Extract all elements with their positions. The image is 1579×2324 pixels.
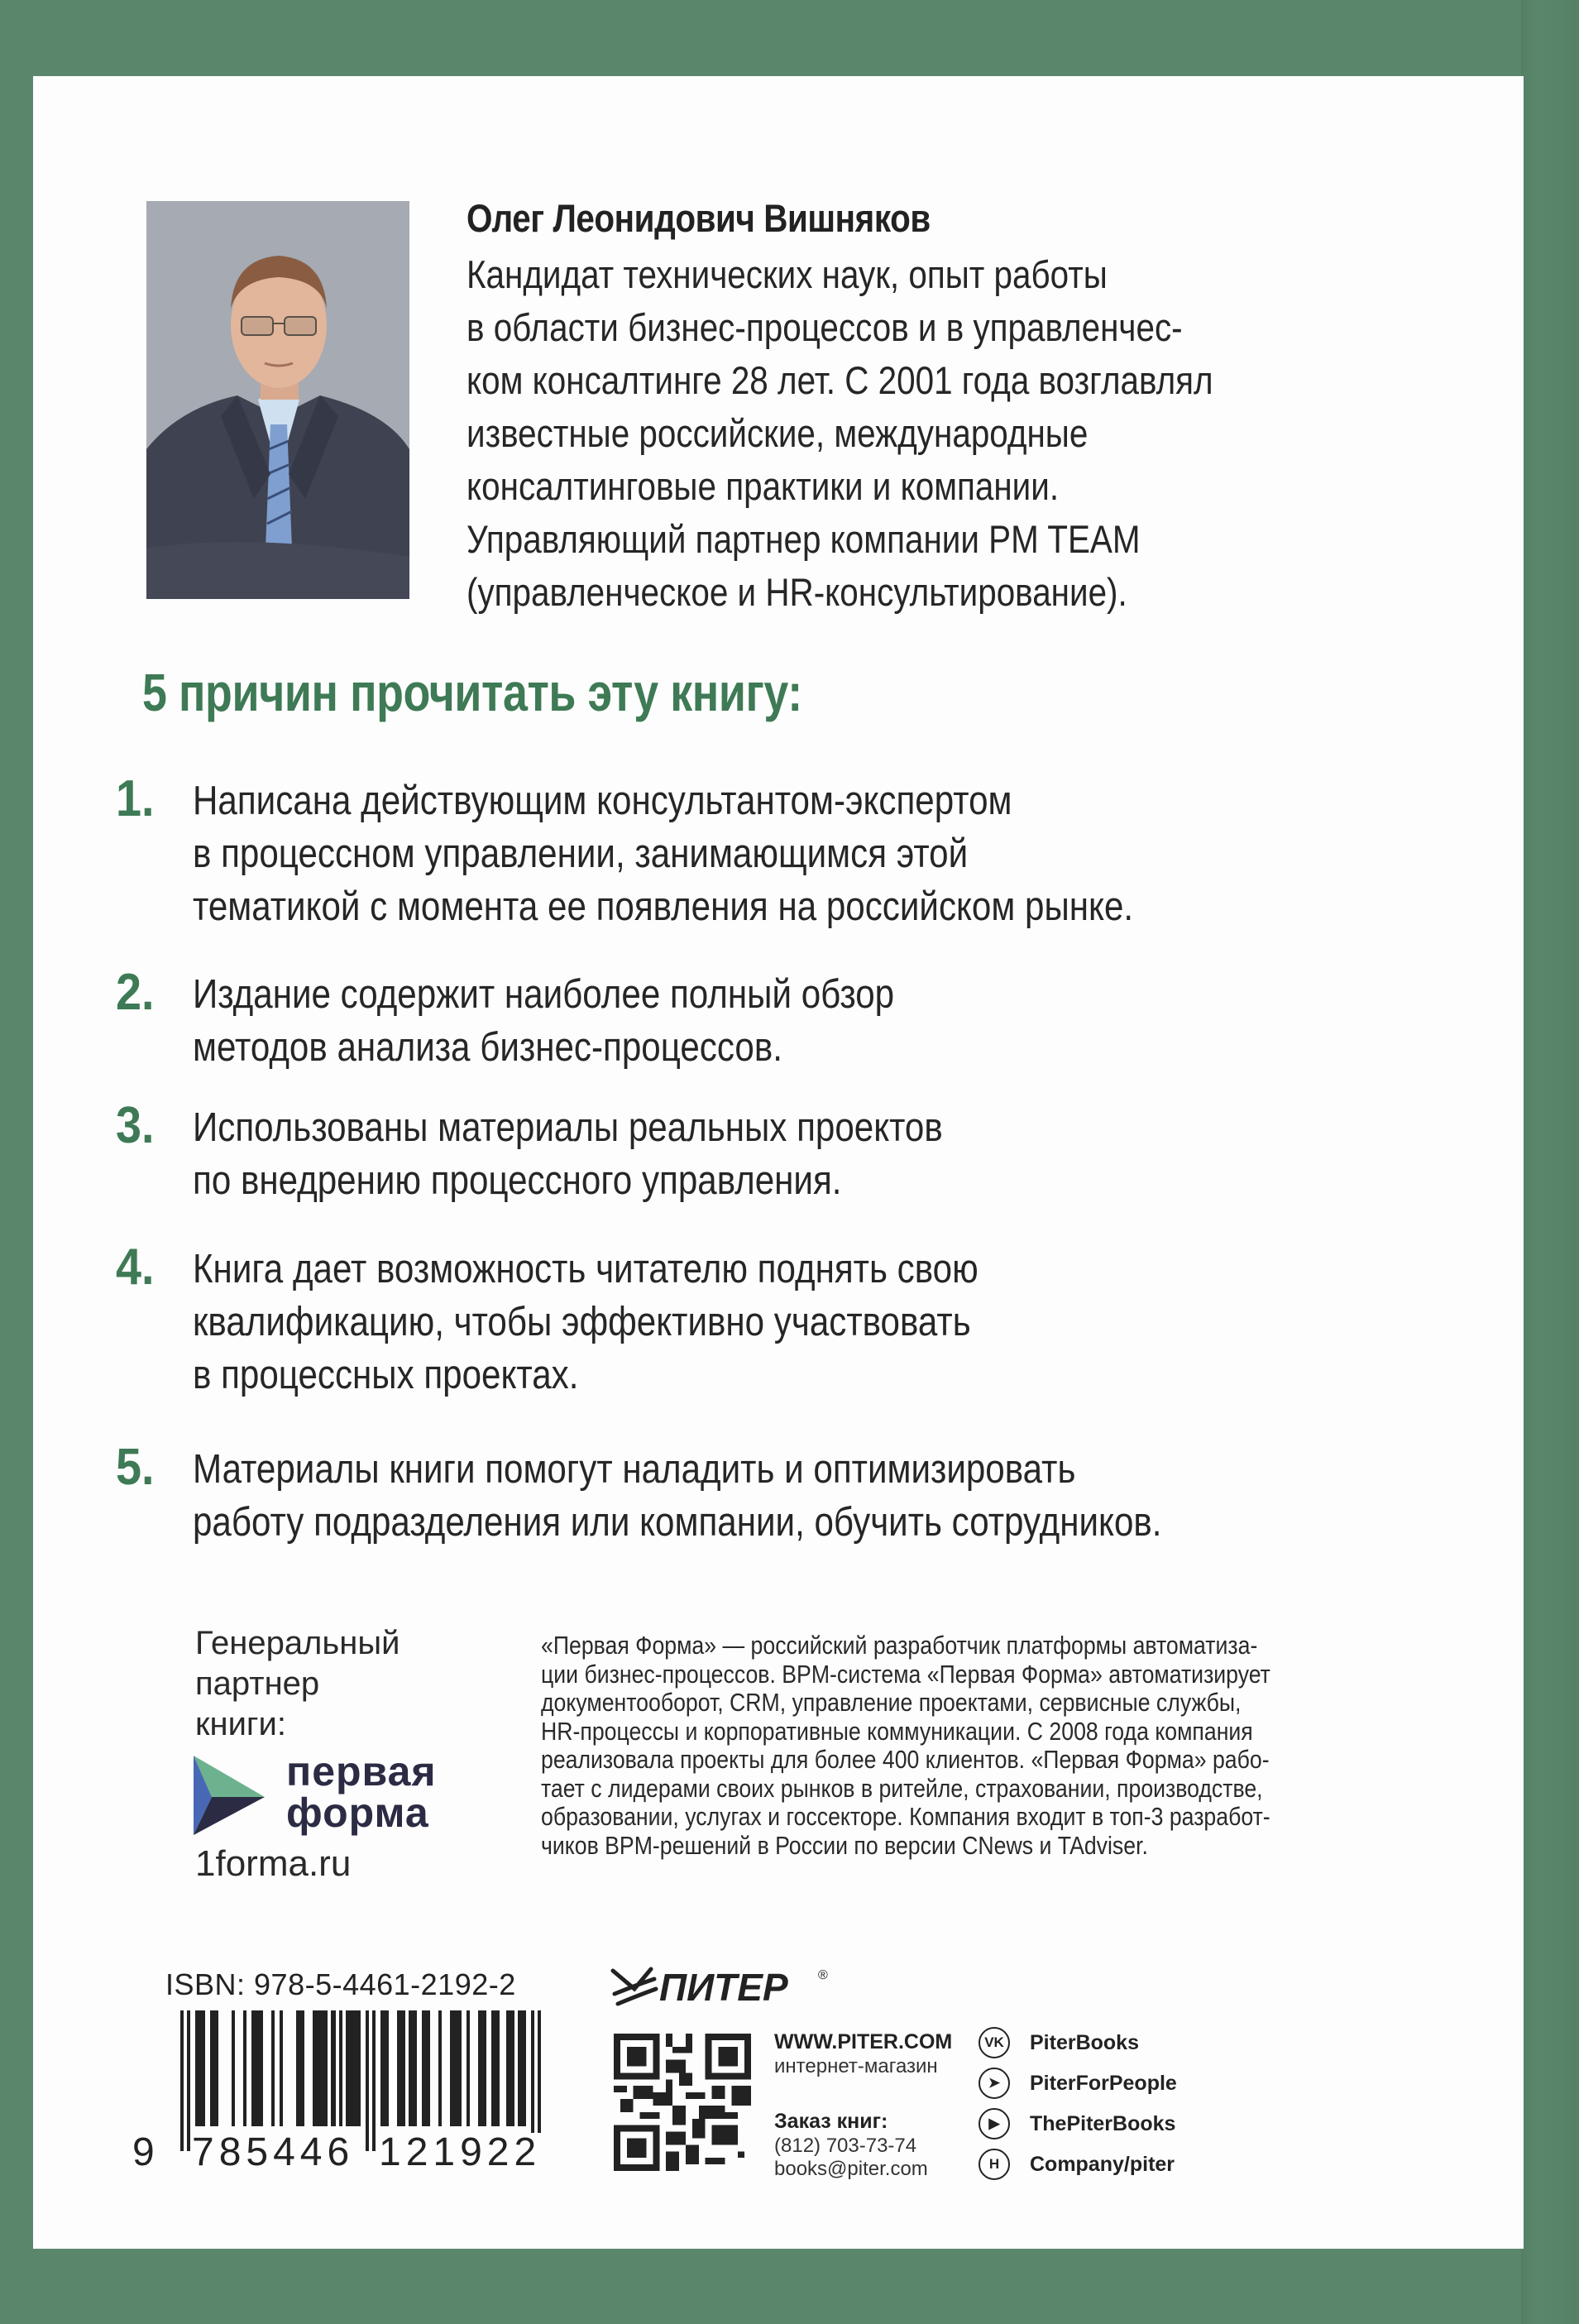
reasons-heading: 5 причин прочитать эту книгу: (142, 663, 802, 722)
order-label: Заказ книг: (774, 2110, 888, 2133)
author-bio-line: в области бизнес-процессов и в управленчес- (467, 305, 1183, 349)
telegram-icon: ➤ (979, 2068, 1010, 2099)
partner-logo-line: первая (286, 1748, 437, 1795)
publisher-website-link[interactable]: WWW.PITER.COM (774, 2030, 953, 2053)
partner-description-line: чиков BPM-решений в России по версии CNews и TAdviser. (541, 1830, 1148, 1860)
social-label: PiterBooks (1030, 2030, 1139, 2054)
reason-line: работу подразделения или компании, обучить сотрудников. (193, 1500, 1162, 1545)
reason-line: тематикой с момента ее появления на российском рынке. (193, 884, 1134, 929)
author-bio (467, 248, 1320, 619)
author-bio-line: (управленческое и HR-консультирование). (467, 570, 1127, 614)
partner-description-line: HR-процессы и корпоративные коммуникации. С 2008 года компания (541, 1716, 1253, 1746)
isbn-label: ISBN: 978-5-4461-2192-2 (165, 1967, 516, 2001)
partner-description-line: тает с лидерами своих рынков в ритейле, страховании, производстве, (541, 1773, 1263, 1803)
reason-text (193, 968, 1402, 1074)
reason-number: 2. (116, 964, 155, 1021)
vk-icon: VK (979, 2027, 1010, 2058)
partner-url-link[interactable]: 1forma.ru (195, 1843, 352, 1884)
partner-description-line: реализовала проекты для более 400 клиентов. «Первая Форма» рабо- (541, 1745, 1270, 1774)
order-phone[interactable]: (812) 703-73-74 (774, 2135, 917, 2157)
partner-description-line: образовании, услугах и госсекторе. Компания входит в топ-3 разработ- (541, 1802, 1270, 1831)
reason-number: 3. (116, 1097, 155, 1154)
author-bio-line: известные российские, международные (467, 411, 1089, 455)
social-label: Company/piter (1030, 2152, 1175, 2176)
social-telegram[interactable] (979, 2066, 1177, 2101)
author-bio-line: Кандидат технических наук, опыт работы (467, 252, 1108, 296)
author-bio-line: консалтинговые практики и компании. (467, 464, 1060, 508)
barcode-digits-left: 785446 (192, 2130, 355, 2174)
cover-spine-shading (1521, 0, 1579, 2324)
social-youtube[interactable] (979, 2106, 1175, 2141)
social-hh[interactable] (979, 2147, 1175, 2182)
author-portrait-icon (146, 201, 409, 599)
reason-text (193, 1101, 1402, 1207)
barcode-digit-lead: 9 (132, 2130, 160, 2174)
partner-logo-line: форма (286, 1790, 429, 1836)
youtube-play-icon: ▶ (979, 2108, 1010, 2140)
partner-label-line: Генеральный (195, 1625, 400, 1661)
reason-text (193, 1443, 1402, 1549)
qr-code-icon[interactable] (614, 2034, 751, 2171)
social-vk[interactable] (979, 2025, 1139, 2060)
author-bio-line: ком консалтинге 28 лет. С 2001 года возглавлял (467, 358, 1213, 402)
reason-line: Использованы материалы реальных проектов (193, 1105, 943, 1150)
reason-number: 5. (116, 1439, 155, 1496)
reason-line: Написана действующим консультантом-экспертом (193, 779, 1012, 823)
author-photo (146, 201, 409, 599)
social-label: ThePiterBooks (1030, 2111, 1176, 2135)
partner-logo-text (286, 1748, 437, 1836)
partner-label (195, 1623, 400, 1745)
partner-description-line: документооборот, CRM, управление проектами, сервисные службы, (541, 1688, 1242, 1717)
reason-line: в процессных проектах. (193, 1353, 579, 1397)
reason-text (193, 1243, 1402, 1402)
barcode-digits-right: 121922 (379, 2130, 542, 2174)
reason-line: квалификацию, чтобы эффективно участвовать (193, 1300, 971, 1344)
reason-line: Материалы книги помогут наладить и оптимизировать (193, 1447, 1076, 1492)
reason-line: Издание содержит наиболее полный обзор (193, 972, 895, 1017)
partner-description-line: «Первая Форма» — российский разработчик платформы автоматиза- (541, 1631, 1258, 1660)
reason-number: 1. (116, 770, 155, 827)
svg-text:®: ® (818, 1968, 828, 1982)
social-label: PiterForPeople (1030, 2071, 1177, 2095)
reason-line: методов анализа бизнес-процессов. (193, 1025, 782, 1070)
piter-logo-icon (610, 1961, 849, 2010)
partner-label-line: книги: (195, 1706, 286, 1742)
partner-description (541, 1632, 1416, 1860)
order-email-link[interactable]: books@piter.com (774, 2158, 928, 2180)
author-name: Олег Леонидович Вишняков (467, 196, 931, 240)
author-bio-line: Управляющий партнер компании PM TEAM (467, 517, 1141, 561)
piter-logo-text: ПИТЕР (659, 1966, 788, 2009)
partner-description-line: ции бизнес-процессов. BPM-система «Первая Форма» автоматизирует (541, 1659, 1270, 1689)
reason-line: в процессном управлении, занимающимся этой (193, 831, 969, 876)
publisher-website-caption: интернет-магазин (774, 2055, 938, 2077)
hh-icon: H (979, 2149, 1010, 2180)
partner-label-line: партнер (195, 1665, 320, 1702)
reason-line: по внедрению процессного управления. (193, 1158, 842, 1203)
reason-text (193, 774, 1402, 933)
reason-number: 4. (116, 1239, 155, 1296)
reason-line: Книга дает возможность читателю поднять свою (193, 1247, 979, 1291)
